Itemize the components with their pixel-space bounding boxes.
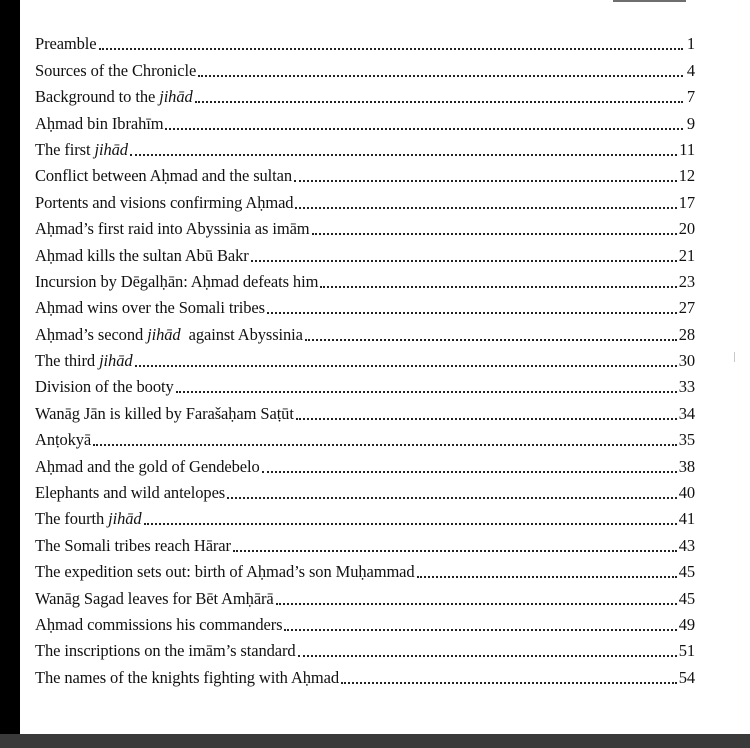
toc-entry-page-number: 21 <box>678 245 695 265</box>
toc-entry-title-text: The Somali tribes reach Hārar <box>35 535 231 555</box>
toc-entry-page-number: 11 <box>679 139 695 159</box>
toc-entry-title-text: Aḥmad wins over the Somali tribes <box>35 298 265 318</box>
toc-entry-title-text: Aḥmad’s second <box>35 324 148 344</box>
toc-entry-title <box>35 536 231 556</box>
toc-entry <box>35 318 695 344</box>
toc-entry <box>35 266 695 292</box>
toc-entry-title <box>35 34 97 54</box>
toc-entry-title <box>35 377 174 397</box>
dot-leader <box>130 154 677 156</box>
toc-entry-title-text: Elephants and wild antelopes <box>35 483 226 503</box>
toc-entry-title <box>35 509 142 529</box>
toc-entry <box>35 661 695 687</box>
toc-entry-title-text: The fourth <box>35 509 109 529</box>
toc-entry-page-number: 45 <box>678 562 695 582</box>
toc-entry-title-text: Wanāg Sagad leaves for Bēt Amḥārā <box>35 588 274 608</box>
toc-entry-title <box>35 668 339 688</box>
toc-entry-title-text: The third <box>35 351 100 371</box>
toc-entry-title <box>35 430 91 450</box>
toc-entry-title <box>35 246 249 266</box>
toc-entry-title-text: Preamble <box>35 34 97 54</box>
toc-entry-title <box>35 457 260 477</box>
toc-entry-title-text: Sources of the Chronicle <box>35 60 197 80</box>
dot-leader <box>284 629 676 631</box>
toc-entry <box>35 424 695 450</box>
dot-leader <box>294 180 677 182</box>
toc-entry <box>35 345 695 371</box>
toc-entry-title <box>35 562 415 582</box>
toc-entry <box>35 134 695 160</box>
dot-leader <box>295 207 676 209</box>
toc-entry-title <box>35 219 310 239</box>
dot-leader <box>298 655 677 657</box>
toc-entry-title-text: The first <box>35 139 95 159</box>
toc-entry-title-text: Anṭokyā <box>35 430 92 450</box>
dot-leader <box>135 365 677 367</box>
toc-entry <box>35 371 695 397</box>
toc-entry-page-number: 49 <box>678 614 695 634</box>
toc-entry-title <box>35 61 196 81</box>
toc-entry-page-number: 27 <box>678 298 695 318</box>
toc-entry-page-number: 7 <box>686 87 695 107</box>
toc-entry-title <box>35 272 318 292</box>
toc-entry-title-text: Conflict between Aḥmad and the sultan <box>35 166 293 186</box>
dot-leader <box>320 286 676 288</box>
toc-entry-title-text: Incursion by Dēgalḥān: Aḥmad defeats him <box>35 271 319 291</box>
toc-entry-title-text: The names of the knights fighting with Aḥmad <box>35 667 340 687</box>
margin-mark <box>734 352 735 362</box>
toc-entry-title <box>35 114 163 134</box>
toc-entry-title <box>35 351 133 371</box>
toc-entry-page-number: 20 <box>678 219 695 239</box>
toc-entry-title-text: Aḥmad’s first raid into Abyssinia as imām <box>35 219 310 239</box>
document-page <box>20 0 750 734</box>
toc-entry-title <box>35 589 274 609</box>
toc-entry <box>35 81 695 107</box>
toc-entry-page-number: 28 <box>678 324 695 344</box>
toc-entry-title-text: Division of the booty <box>35 377 174 397</box>
dot-leader <box>165 128 683 130</box>
toc-entry-page-number: 51 <box>678 641 695 661</box>
toc-entry-title-italic: jihād <box>147 324 181 344</box>
toc-entry <box>35 477 695 503</box>
toc-entry <box>35 28 695 54</box>
dot-leader <box>233 550 677 552</box>
toc-entry <box>35 186 695 212</box>
toc-entry <box>35 213 695 239</box>
toc-entry-page-number: 41 <box>678 509 695 529</box>
table-of-contents <box>35 28 695 688</box>
dot-leader <box>312 233 677 235</box>
toc-entry-page-number: 38 <box>678 456 695 476</box>
toc-entry-title-text: Background to the <box>35 87 160 107</box>
toc-entry <box>35 292 695 318</box>
toc-entry-title-suffix: against Abyssinia <box>180 324 303 344</box>
toc-entry-title-text: Wanāg Jān is killed by Farašaḥam Saṭūt <box>35 403 294 423</box>
toc-entry-title-italic: jihād <box>99 351 133 371</box>
toc-entry-title <box>35 193 293 213</box>
toc-entry <box>35 107 695 133</box>
toc-entry-page-number: 34 <box>678 403 695 423</box>
toc-entry-title-italic: jihād <box>159 87 193 107</box>
toc-entry <box>35 450 695 476</box>
dot-leader <box>417 576 677 578</box>
dot-leader <box>99 48 683 50</box>
dot-leader <box>176 391 677 393</box>
toc-entry-page-number: 54 <box>678 667 695 687</box>
toc-entry-title <box>35 325 303 345</box>
toc-entry <box>35 582 695 608</box>
toc-entry-page-number: 40 <box>678 483 695 503</box>
toc-entry-page-number: 45 <box>678 588 695 608</box>
toc-entry-page-number: 23 <box>678 271 695 291</box>
dot-leader <box>296 418 677 420</box>
toc-entry-title-italic: jihād <box>94 139 128 159</box>
toc-entry <box>35 397 695 423</box>
dot-leader <box>267 312 677 314</box>
top-edge-mark <box>613 0 686 2</box>
toc-entry-page-number: 43 <box>678 535 695 555</box>
toc-entry-title <box>35 87 193 107</box>
toc-entry-page-number: 4 <box>686 60 695 80</box>
toc-entry-title-text: Aḥmad commissions his commanders <box>35 614 283 634</box>
toc-entry-page-number: 1 <box>686 34 695 54</box>
toc-entry-title <box>35 298 265 318</box>
bottom-bar <box>0 734 750 748</box>
toc-entry-title-text: Aḥmad kills the sultan Abū Bakr <box>35 245 249 265</box>
toc-entry-title-text: Aḥmad and the gold of Gendebelo <box>35 456 260 476</box>
dot-leader <box>144 523 677 525</box>
toc-entry <box>35 503 695 529</box>
toc-entry-page-number: 9 <box>686 113 695 133</box>
toc-entry <box>35 160 695 186</box>
toc-entry <box>35 54 695 80</box>
toc-entry-page-number: 30 <box>678 351 695 371</box>
dot-leader <box>305 339 677 341</box>
dot-leader <box>341 682 677 684</box>
toc-entry-title-text: Aḥmad bin Ibrahīm <box>35 113 164 133</box>
toc-entry <box>35 556 695 582</box>
toc-entry <box>35 635 695 661</box>
toc-entry-page-number: 35 <box>678 430 695 450</box>
dot-leader <box>93 444 677 446</box>
toc-entry-title-text: Portents and visions confirming Aḥmad <box>35 192 294 212</box>
toc-entry-title <box>35 483 225 503</box>
toc-entry-page-number: 12 <box>678 166 695 186</box>
toc-entry-title-text: The inscriptions on the imām’s standard <box>35 641 296 661</box>
toc-entry-page-number: 33 <box>678 377 695 397</box>
toc-entry-title <box>35 641 296 661</box>
toc-entry-page-number: 17 <box>678 192 695 212</box>
toc-entry-title <box>35 615 282 635</box>
dot-leader <box>195 101 683 103</box>
toc-entry-title-italic: jihād <box>108 509 142 529</box>
toc-entry <box>35 529 695 555</box>
dot-leader <box>198 75 683 77</box>
toc-entry <box>35 609 695 635</box>
toc-entry-title <box>35 140 128 160</box>
toc-entry-title <box>35 166 292 186</box>
toc-entry-title-text: The expedition sets out: birth of Aḥmad’s son Muḥammad <box>35 562 415 582</box>
dot-leader <box>227 497 677 499</box>
dot-leader <box>251 260 677 262</box>
dot-leader <box>262 471 677 473</box>
toc-entry <box>35 239 695 265</box>
dot-leader <box>276 603 677 605</box>
toc-entry-title <box>35 404 294 424</box>
